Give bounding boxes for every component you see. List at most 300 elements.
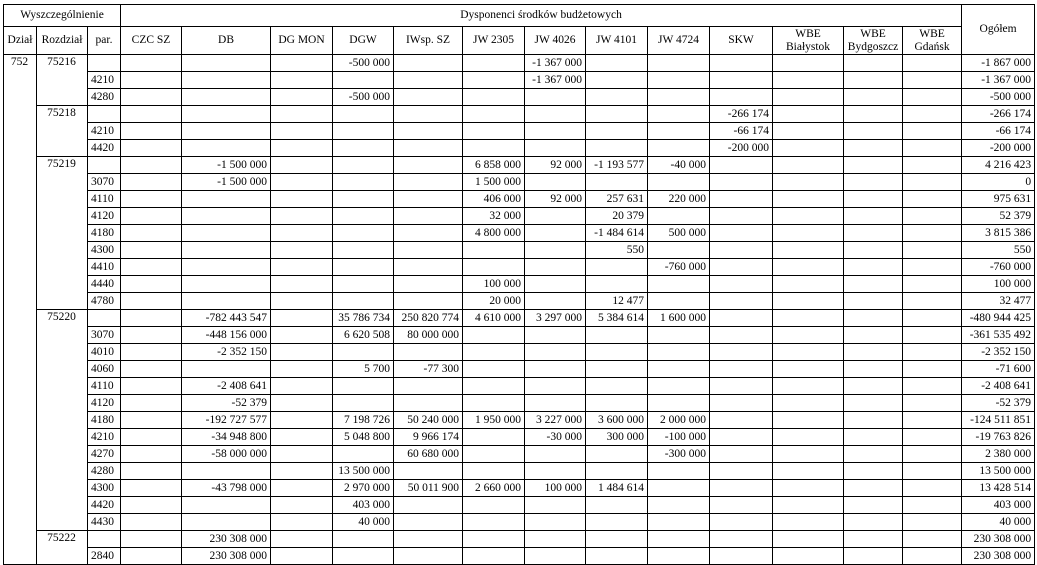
total-cell: 100 000 <box>962 276 1035 293</box>
value-cell <box>525 497 586 514</box>
value-cell <box>844 72 903 89</box>
paragraf-cell: 4420 <box>88 140 121 157</box>
value-cell <box>394 293 463 310</box>
paragraf-cell: 4420 <box>88 497 121 514</box>
total-cell: 403 000 <box>962 497 1035 514</box>
value-cell <box>903 89 962 106</box>
value-cell <box>844 191 903 208</box>
value-cell <box>586 548 648 565</box>
value-cell: 80 000 000 <box>394 327 463 344</box>
value-cell <box>648 497 710 514</box>
total-cell: -480 944 425 <box>962 310 1035 327</box>
paragraf-cell: 4440 <box>88 276 121 293</box>
value-cell <box>903 123 962 140</box>
value-cell <box>710 429 773 446</box>
value-cell <box>121 106 182 123</box>
value-cell <box>271 225 333 242</box>
value-cell <box>121 412 182 429</box>
table-row <box>4 327 1035 344</box>
value-cell <box>773 123 844 140</box>
value-cell <box>903 480 962 497</box>
value-cell <box>586 140 648 157</box>
table-row <box>4 140 1035 157</box>
value-cell <box>121 480 182 497</box>
value-cell <box>903 497 962 514</box>
value-cell <box>525 208 586 225</box>
value-cell <box>271 276 333 293</box>
value-cell <box>121 225 182 242</box>
value-cell <box>648 293 710 310</box>
value-cell: 3 600 000 <box>586 412 648 429</box>
column-header: WBE Bydgoszcz <box>844 27 903 55</box>
value-cell <box>525 174 586 191</box>
value-cell <box>333 174 394 191</box>
value-cell <box>844 514 903 531</box>
total-cell: -19 763 826 <box>962 429 1035 446</box>
value-cell <box>121 208 182 225</box>
total-cell: -1 867 000 <box>962 55 1035 72</box>
value-cell <box>271 378 333 395</box>
value-cell <box>773 140 844 157</box>
value-cell: -1 484 614 <box>586 225 648 242</box>
value-cell <box>586 327 648 344</box>
value-cell <box>394 55 463 72</box>
value-cell <box>271 531 333 548</box>
value-cell <box>844 531 903 548</box>
value-cell <box>773 225 844 242</box>
value-cell <box>710 327 773 344</box>
table-row <box>4 548 1035 565</box>
value-cell: 403 000 <box>333 497 394 514</box>
total-cell: 2 380 000 <box>962 446 1035 463</box>
header-wyszczegolnienie: Wyszczególnienie <box>4 5 121 27</box>
value-cell <box>525 344 586 361</box>
value-cell: -1 500 000 <box>182 174 271 191</box>
value-cell <box>394 531 463 548</box>
value-cell <box>710 72 773 89</box>
paragraf-cell: 4120 <box>88 395 121 412</box>
value-cell <box>586 344 648 361</box>
value-cell <box>710 157 773 174</box>
value-cell <box>121 89 182 106</box>
value-cell <box>710 55 773 72</box>
value-cell <box>903 259 962 276</box>
value-cell <box>394 174 463 191</box>
table-row <box>4 106 1035 123</box>
value-cell: 50 011 900 <box>394 480 463 497</box>
value-cell <box>710 276 773 293</box>
paragraf-cell <box>88 531 121 548</box>
value-cell <box>394 242 463 259</box>
value-cell <box>648 480 710 497</box>
value-cell <box>773 89 844 106</box>
table-row <box>4 174 1035 191</box>
value-cell: -192 727 577 <box>182 412 271 429</box>
value-cell <box>903 429 962 446</box>
table-row <box>4 463 1035 480</box>
value-cell <box>844 361 903 378</box>
value-cell: 300 000 <box>586 429 648 446</box>
value-cell <box>844 242 903 259</box>
value-cell <box>333 140 394 157</box>
value-cell <box>121 259 182 276</box>
value-cell <box>271 106 333 123</box>
value-cell: 40 000 <box>333 514 394 531</box>
value-cell <box>648 208 710 225</box>
total-cell: 52 379 <box>962 208 1035 225</box>
value-cell <box>586 531 648 548</box>
value-cell <box>648 378 710 395</box>
value-cell <box>271 548 333 565</box>
value-cell <box>182 242 271 259</box>
value-cell <box>333 344 394 361</box>
total-cell: -124 511 851 <box>962 412 1035 429</box>
value-cell <box>271 72 333 89</box>
value-cell <box>525 106 586 123</box>
value-cell <box>121 191 182 208</box>
value-cell <box>844 293 903 310</box>
value-cell <box>333 446 394 463</box>
value-cell <box>586 361 648 378</box>
value-cell: -266 174 <box>710 106 773 123</box>
value-cell <box>844 123 903 140</box>
paragraf-cell: 4410 <box>88 259 121 276</box>
value-cell: 406 000 <box>463 191 525 208</box>
value-cell <box>648 55 710 72</box>
value-cell <box>333 157 394 174</box>
column-header: JW 4026 <box>525 27 586 55</box>
value-cell <box>463 395 525 412</box>
value-cell <box>121 395 182 412</box>
value-cell <box>182 191 271 208</box>
value-cell <box>525 378 586 395</box>
value-cell <box>333 225 394 242</box>
value-cell <box>844 55 903 72</box>
value-cell <box>648 123 710 140</box>
value-cell <box>773 157 844 174</box>
value-cell <box>525 276 586 293</box>
value-cell: -100 000 <box>648 429 710 446</box>
value-cell <box>271 463 333 480</box>
value-cell <box>710 361 773 378</box>
value-cell <box>121 429 182 446</box>
value-cell <box>903 276 962 293</box>
value-cell <box>648 89 710 106</box>
paragraf-cell: 4110 <box>88 378 121 395</box>
value-cell <box>710 446 773 463</box>
value-cell <box>333 208 394 225</box>
value-cell: -200 000 <box>710 140 773 157</box>
table-row <box>4 191 1035 208</box>
value-cell <box>121 514 182 531</box>
paragraf-cell: 4180 <box>88 412 121 429</box>
value-cell <box>333 259 394 276</box>
value-cell <box>121 157 182 174</box>
value-cell <box>773 72 844 89</box>
value-cell <box>271 310 333 327</box>
value-cell <box>648 514 710 531</box>
total-cell: 40 000 <box>962 514 1035 531</box>
value-cell: -500 000 <box>333 55 394 72</box>
value-cell <box>844 174 903 191</box>
value-cell <box>773 361 844 378</box>
value-cell <box>773 276 844 293</box>
value-cell <box>463 446 525 463</box>
value-cell <box>844 140 903 157</box>
value-cell <box>121 123 182 140</box>
total-cell: -1 367 000 <box>962 72 1035 89</box>
table-row <box>4 259 1035 276</box>
value-cell <box>710 514 773 531</box>
paragraf-cell: 4110 <box>88 191 121 208</box>
value-cell <box>182 55 271 72</box>
rozdzial-cell: 75220 <box>37 310 88 531</box>
total-cell: -52 379 <box>962 395 1035 412</box>
rozdzial-cell: 75216 <box>37 55 88 106</box>
column-header: SKW <box>710 27 773 55</box>
value-cell <box>903 344 962 361</box>
paragraf-cell <box>88 55 121 72</box>
value-cell <box>710 293 773 310</box>
value-cell <box>463 497 525 514</box>
value-cell <box>463 327 525 344</box>
value-cell <box>394 497 463 514</box>
value-cell <box>844 480 903 497</box>
value-cell <box>121 293 182 310</box>
value-cell <box>586 497 648 514</box>
value-cell: 6 620 508 <box>333 327 394 344</box>
value-cell <box>903 72 962 89</box>
value-cell <box>903 446 962 463</box>
table-row <box>4 395 1035 412</box>
value-cell <box>394 106 463 123</box>
total-cell: -266 174 <box>962 106 1035 123</box>
value-cell <box>773 174 844 191</box>
value-cell <box>903 225 962 242</box>
total-cell: -200 000 <box>962 140 1035 157</box>
value-cell <box>844 344 903 361</box>
value-cell <box>333 72 394 89</box>
value-cell <box>463 344 525 361</box>
value-cell <box>903 55 962 72</box>
value-cell <box>463 55 525 72</box>
value-cell <box>648 106 710 123</box>
value-cell <box>903 531 962 548</box>
table-row <box>4 276 1035 293</box>
value-cell <box>648 174 710 191</box>
value-cell <box>182 259 271 276</box>
value-cell: 2 000 000 <box>648 412 710 429</box>
value-cell <box>121 378 182 395</box>
value-cell <box>121 463 182 480</box>
value-cell <box>710 242 773 259</box>
value-cell <box>182 276 271 293</box>
value-cell <box>903 310 962 327</box>
value-cell: 3 227 000 <box>525 412 586 429</box>
table-row <box>4 446 1035 463</box>
value-cell <box>773 429 844 446</box>
value-cell: 257 631 <box>586 191 648 208</box>
value-cell: 32 000 <box>463 208 525 225</box>
value-cell <box>394 225 463 242</box>
value-cell <box>648 72 710 89</box>
value-cell: 2 660 000 <box>463 480 525 497</box>
value-cell <box>773 378 844 395</box>
value-cell <box>271 259 333 276</box>
value-cell <box>586 259 648 276</box>
value-cell <box>525 463 586 480</box>
value-cell <box>903 412 962 429</box>
value-cell <box>525 395 586 412</box>
value-cell <box>182 361 271 378</box>
value-cell <box>271 174 333 191</box>
total-cell: -760 000 <box>962 259 1035 276</box>
value-cell <box>333 378 394 395</box>
value-cell <box>710 174 773 191</box>
total-cell: 550 <box>962 242 1035 259</box>
value-cell <box>394 378 463 395</box>
value-cell: 5 700 <box>333 361 394 378</box>
header-dzial: Dział <box>4 27 37 55</box>
value-cell <box>710 208 773 225</box>
value-cell <box>903 293 962 310</box>
value-cell: 1 500 000 <box>463 174 525 191</box>
table-row <box>4 378 1035 395</box>
paragraf-cell <box>88 106 121 123</box>
value-cell: -500 000 <box>333 89 394 106</box>
value-cell <box>182 208 271 225</box>
value-cell <box>710 480 773 497</box>
value-cell <box>844 463 903 480</box>
value-cell <box>773 395 844 412</box>
value-cell <box>463 72 525 89</box>
column-header: JW 4101 <box>586 27 648 55</box>
value-cell: 60 680 000 <box>394 446 463 463</box>
value-cell <box>394 276 463 293</box>
value-cell <box>182 89 271 106</box>
value-cell <box>586 463 648 480</box>
value-cell <box>333 395 394 412</box>
value-cell <box>903 514 962 531</box>
value-cell <box>773 55 844 72</box>
value-cell <box>586 514 648 531</box>
value-cell <box>844 412 903 429</box>
value-cell <box>121 446 182 463</box>
value-cell <box>182 225 271 242</box>
value-cell <box>463 242 525 259</box>
value-cell <box>182 123 271 140</box>
value-cell <box>844 548 903 565</box>
value-cell <box>773 242 844 259</box>
value-cell: -40 000 <box>648 157 710 174</box>
value-cell <box>903 191 962 208</box>
table-row <box>4 344 1035 361</box>
total-cell: 4 216 423 <box>962 157 1035 174</box>
value-cell <box>121 242 182 259</box>
dzial-cell: 752 <box>4 55 37 565</box>
value-cell: 92 000 <box>525 191 586 208</box>
value-cell <box>463 531 525 548</box>
value-cell <box>903 174 962 191</box>
total-cell: -71 600 <box>962 361 1035 378</box>
table-row <box>4 293 1035 310</box>
value-cell <box>586 174 648 191</box>
value-cell <box>463 429 525 446</box>
value-cell: 5 048 800 <box>333 429 394 446</box>
value-cell: 5 384 614 <box>586 310 648 327</box>
total-cell: -2 408 641 <box>962 378 1035 395</box>
header-dysponenci: Dysponenci środków budżetowych <box>121 5 962 27</box>
value-cell: -2 408 641 <box>182 378 271 395</box>
total-cell: 230 308 000 <box>962 548 1035 565</box>
value-cell <box>182 293 271 310</box>
value-cell <box>773 514 844 531</box>
value-cell <box>773 463 844 480</box>
value-cell <box>525 225 586 242</box>
value-cell <box>394 395 463 412</box>
column-header: JW 2305 <box>463 27 525 55</box>
value-cell: -58 000 000 <box>182 446 271 463</box>
value-cell <box>903 242 962 259</box>
paragraf-cell: 4780 <box>88 293 121 310</box>
value-cell <box>525 514 586 531</box>
value-cell <box>525 548 586 565</box>
paragraf-cell <box>88 310 121 327</box>
value-cell <box>121 497 182 514</box>
value-cell <box>525 140 586 157</box>
value-cell <box>586 89 648 106</box>
table-row <box>4 208 1035 225</box>
value-cell <box>463 378 525 395</box>
column-header: WBE Gdańsk <box>903 27 962 55</box>
value-cell <box>710 310 773 327</box>
total-cell: 0 <box>962 174 1035 191</box>
paragraf-cell: 4300 <box>88 480 121 497</box>
table-row <box>4 480 1035 497</box>
value-cell <box>121 531 182 548</box>
value-cell <box>463 463 525 480</box>
value-cell: -760 000 <box>648 259 710 276</box>
value-cell <box>182 497 271 514</box>
value-cell <box>710 463 773 480</box>
value-cell <box>525 242 586 259</box>
value-cell: 20 379 <box>586 208 648 225</box>
value-cell: 92 000 <box>525 157 586 174</box>
table-row <box>4 531 1035 548</box>
value-cell: 20 000 <box>463 293 525 310</box>
value-cell <box>844 378 903 395</box>
total-cell: 230 308 000 <box>962 531 1035 548</box>
value-cell <box>710 344 773 361</box>
value-cell <box>586 106 648 123</box>
value-cell <box>333 191 394 208</box>
value-cell <box>271 412 333 429</box>
value-cell <box>271 395 333 412</box>
value-cell <box>648 361 710 378</box>
value-cell: -1 500 000 <box>182 157 271 174</box>
value-cell: -782 443 547 <box>182 310 271 327</box>
column-header: IWsp. SZ <box>394 27 463 55</box>
value-cell <box>525 531 586 548</box>
value-cell <box>394 191 463 208</box>
table-row <box>4 361 1035 378</box>
value-cell <box>525 327 586 344</box>
value-cell: 1 600 000 <box>648 310 710 327</box>
value-cell <box>271 327 333 344</box>
value-cell <box>903 208 962 225</box>
value-cell: -448 156 000 <box>182 327 271 344</box>
value-cell <box>121 140 182 157</box>
